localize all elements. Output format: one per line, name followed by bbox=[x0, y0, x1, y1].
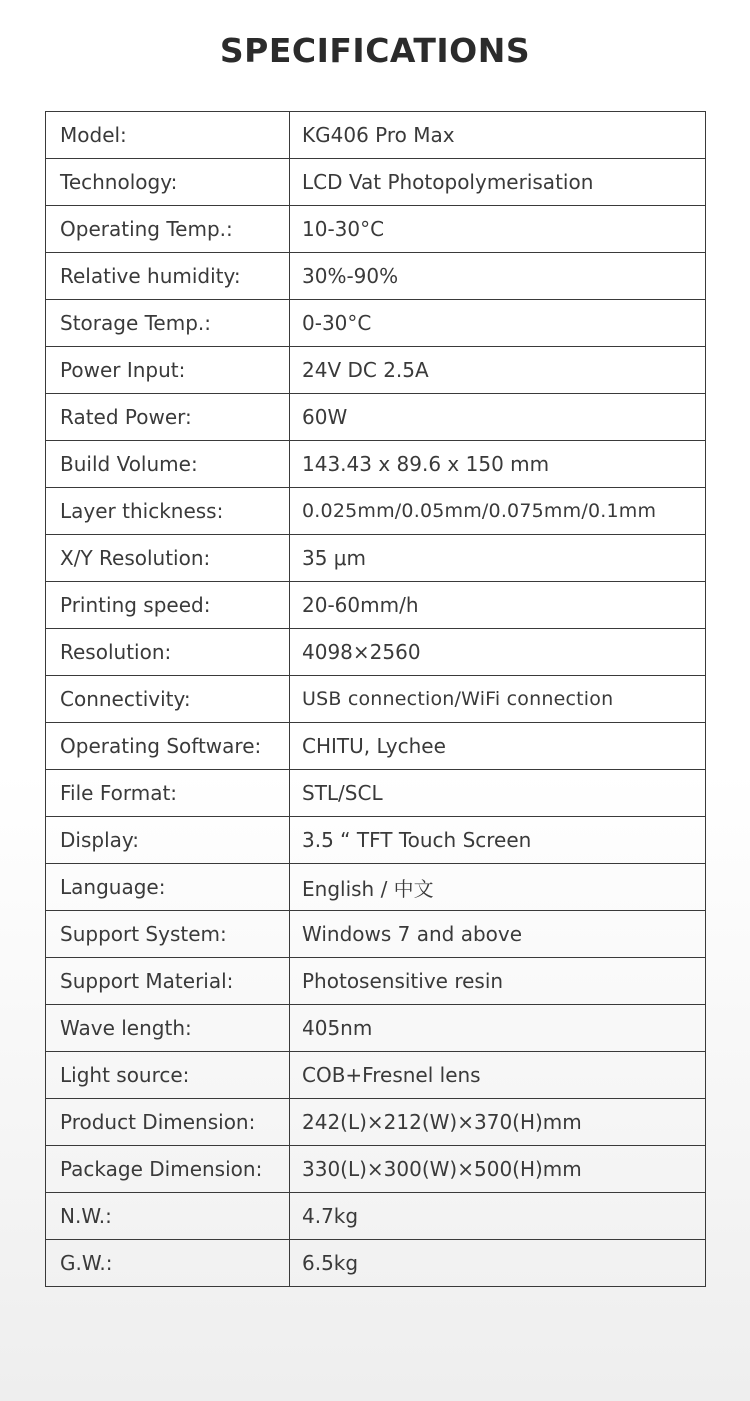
table-row bbox=[46, 206, 706, 253]
spec-label: Storage Temp.: bbox=[46, 300, 290, 347]
spec-value: 30%-90% bbox=[290, 253, 706, 300]
spec-value: USB connection/WiFi connection bbox=[290, 676, 706, 723]
table-row bbox=[46, 911, 706, 958]
spec-label: Technology: bbox=[46, 159, 290, 206]
spec-label: Package Dimension: bbox=[46, 1146, 290, 1193]
spec-label: X/Y Resolution: bbox=[46, 535, 290, 582]
table-row bbox=[46, 441, 706, 488]
spec-value: STL/SCL bbox=[290, 770, 706, 817]
spec-label: File Format: bbox=[46, 770, 290, 817]
table-row bbox=[46, 582, 706, 629]
spec-value: Photosensitive resin bbox=[290, 958, 706, 1005]
table-row bbox=[46, 1193, 706, 1240]
spec-label: Support Material: bbox=[46, 958, 290, 1005]
spec-label: Layer thickness: bbox=[46, 488, 290, 535]
table-row bbox=[46, 817, 706, 864]
spec-value: 405nm bbox=[290, 1005, 706, 1052]
spec-label: N.W.: bbox=[46, 1193, 290, 1240]
table-row bbox=[46, 770, 706, 817]
spec-label: Printing speed: bbox=[46, 582, 290, 629]
table-row bbox=[46, 394, 706, 441]
spec-value: 60W bbox=[290, 394, 706, 441]
table-row bbox=[46, 347, 706, 394]
spec-label: Operating Software: bbox=[46, 723, 290, 770]
spec-label: Light source: bbox=[46, 1052, 290, 1099]
spec-value: 10-30°C bbox=[290, 206, 706, 253]
page-title: SPECIFICATIONS bbox=[219, 31, 531, 70]
spec-value: 6.5kg bbox=[290, 1240, 706, 1287]
spec-label: Language: bbox=[46, 864, 290, 911]
spec-value: KG406 Pro Max bbox=[290, 112, 706, 159]
spec-label: Model: bbox=[46, 112, 290, 159]
spec-label: Support System: bbox=[46, 911, 290, 958]
spec-value: COB+Fresnel lens bbox=[290, 1052, 706, 1099]
spec-label: Operating Temp.: bbox=[46, 206, 290, 253]
table-row bbox=[46, 1240, 706, 1287]
spec-label: Build Volume: bbox=[46, 441, 290, 488]
spec-label: Resolution: bbox=[46, 629, 290, 676]
spec-value: 3.5 “ TFT Touch Screen bbox=[290, 817, 706, 864]
spec-value: 242(L)×212(W)×370(H)mm bbox=[290, 1099, 706, 1146]
spec-label: Connectivity: bbox=[46, 676, 290, 723]
table-row bbox=[46, 1099, 706, 1146]
table-row bbox=[46, 112, 706, 159]
spec-value: 20-60mm/h bbox=[290, 582, 706, 629]
table-row bbox=[46, 300, 706, 347]
spec-value: 0.025mm/0.05mm/0.075mm/0.1mm bbox=[290, 488, 706, 535]
spec-value: 4.7kg bbox=[290, 1193, 706, 1240]
spec-value: 24V DC 2.5A bbox=[290, 347, 706, 394]
spec-value: 4098×2560 bbox=[290, 629, 706, 676]
spec-label: G.W.: bbox=[46, 1240, 290, 1287]
table-row bbox=[46, 535, 706, 582]
spec-value: 35 μm bbox=[290, 535, 706, 582]
spec-label: Power Input: bbox=[46, 347, 290, 394]
table-row bbox=[46, 159, 706, 206]
table-row bbox=[46, 676, 706, 723]
table-row bbox=[46, 1052, 706, 1099]
specifications-table bbox=[45, 111, 706, 1287]
table-row bbox=[46, 253, 706, 300]
spec-value: 143.43 x 89.6 x 150 mm bbox=[290, 441, 706, 488]
spec-label: Wave length: bbox=[46, 1005, 290, 1052]
spec-value: 330(L)×300(W)×500(H)mm bbox=[290, 1146, 706, 1193]
spec-label: Rated Power: bbox=[46, 394, 290, 441]
spec-label: Product Dimension: bbox=[46, 1099, 290, 1146]
table-row bbox=[46, 958, 706, 1005]
spec-value: LCD Vat Photopolymerisation bbox=[290, 159, 706, 206]
spec-value: English / 中文 bbox=[290, 864, 706, 911]
table-row bbox=[46, 629, 706, 676]
spec-label: Relative humidity: bbox=[46, 253, 290, 300]
spec-value: Windows 7 and above bbox=[290, 911, 706, 958]
table-row bbox=[46, 864, 706, 911]
table-row bbox=[46, 488, 706, 535]
spec-value: CHITU, Lychee bbox=[290, 723, 706, 770]
spec-label: Display: bbox=[46, 817, 290, 864]
table-row bbox=[46, 723, 706, 770]
table-row bbox=[46, 1146, 706, 1193]
spec-value: 0-30°C bbox=[290, 300, 706, 347]
table-row bbox=[46, 1005, 706, 1052]
